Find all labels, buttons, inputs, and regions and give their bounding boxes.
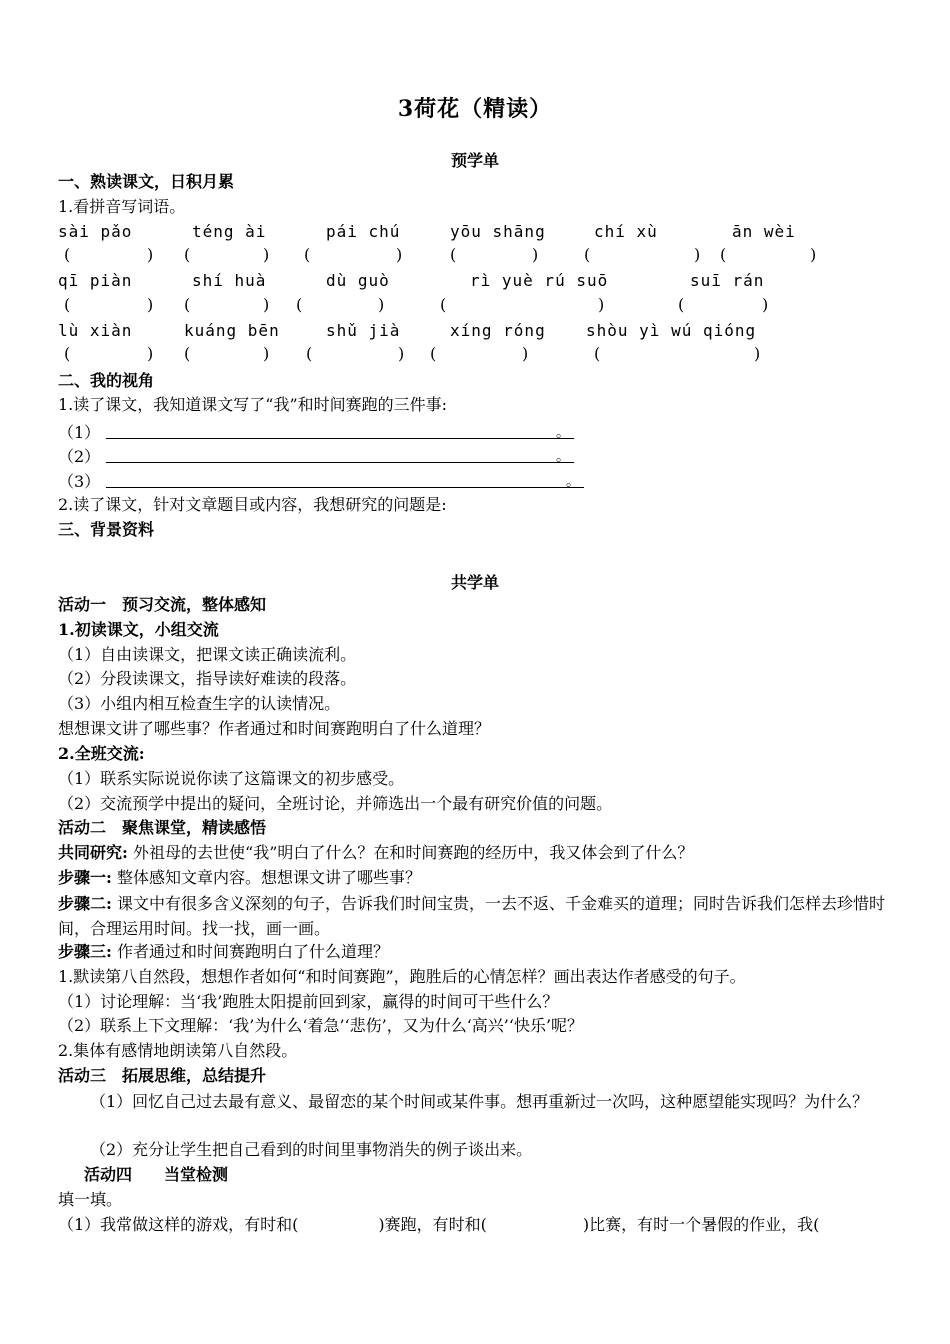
- answer-paren-close: ): [396, 245, 403, 264]
- co-sheet-heading: 共学单: [450, 573, 499, 592]
- activity-1-heading: 活动一 预习交流，整体感知: [58, 595, 267, 614]
- answer-paren-open: (: [184, 344, 191, 363]
- blank-label: （3）: [58, 472, 101, 491]
- blank-period: 。: [566, 474, 580, 490]
- step-1: [58, 868, 421, 888]
- step-3-item: （1）讨论理解：当‘我’跑胜太阳提前回到家，赢得的时间可干些什么？: [58, 992, 559, 1011]
- activity-3-heading: 活动三 拓展思维，总结提升: [58, 1066, 267, 1085]
- answer-paren-close: ): [147, 344, 154, 363]
- research-question: [58, 843, 693, 863]
- answer-paren-close: ): [147, 295, 154, 314]
- activity-1-subtitle-2: 2.全班交流:: [58, 744, 145, 763]
- pinyin-word: téng ài: [192, 222, 267, 241]
- pinyin-word: sài pǎo: [58, 222, 133, 241]
- activity-1-item: （3）小组内相互检查生字的认读情况。: [58, 694, 341, 713]
- page-title: 3荷花（精读）: [397, 96, 553, 122]
- activity-3-paragraph-1: （1）回忆自己过去最有意义、最留恋的某个时间或某件事。想再重新过一次吗，这种愿望能实现吗？为什么？: [90, 1092, 869, 1111]
- answer-paren-open: (: [430, 344, 437, 363]
- question-2: 2.读了课文，针对文章题目或内容，我想研究的问题是:: [58, 495, 447, 514]
- step-3-text: 作者通过和时间赛跑明白了什么道理？: [111, 942, 390, 961]
- answer-paren-close: ): [694, 245, 701, 264]
- activity-1-item: （2）交流预学中提出的疑问，全班讨论，并筛选出一个最有研究价值的问题。: [58, 794, 613, 813]
- fill-in-sentence: （1）我常做这样的游戏，有时和( )赛跑，有时和( )比赛，有时一个暑假的作业，我(: [58, 1215, 820, 1234]
- answer-paren-close: ): [263, 245, 270, 264]
- answer-paren-close: ): [522, 344, 529, 363]
- blank-label: （1）: [58, 423, 101, 442]
- blank-label: （2）: [58, 447, 101, 466]
- answer-line[interactable]: [106, 438, 574, 439]
- answer-paren-open: (: [64, 295, 71, 314]
- pinyin-word: lù xiàn: [58, 321, 133, 340]
- answer-paren-open: (: [678, 295, 685, 314]
- answer-paren-open: (: [184, 295, 191, 314]
- section-3-heading: 三、背景资料: [58, 520, 155, 539]
- pinyin-word: qī piàn: [58, 271, 133, 290]
- step-3-item: 2.集体有感情地朗读第八自然段。: [58, 1041, 298, 1060]
- step-2: [58, 891, 898, 941]
- answer-paren-close: ): [378, 295, 385, 314]
- pinyin-word: rì yuè rú suō: [470, 271, 609, 290]
- answer-paren-close: ): [762, 295, 769, 314]
- pinyin-word: kuáng bēn: [184, 321, 280, 340]
- answer-paren-open: (: [450, 245, 457, 264]
- fill-in-prompt: 填一填。: [58, 1190, 123, 1209]
- step-3-item: 1.默读第八自然段，想想作者如何“和时间赛跑”，跑胜后的心情怎样？画出表达作者感受的句子。: [58, 967, 746, 986]
- answer-paren-open: (: [440, 295, 447, 314]
- answer-paren-close: ): [398, 344, 405, 363]
- answer-paren-close: ): [263, 295, 270, 314]
- answer-paren-close: ): [810, 245, 817, 264]
- answer-paren-open: (: [584, 245, 591, 264]
- activity-4-heading: 活动四 当堂检测: [84, 1165, 229, 1184]
- activity-1-item: （1）自由读课文，把课文读正确读流利。: [58, 645, 357, 664]
- answer-line[interactable]: [106, 462, 574, 463]
- step-3-item: （2）联系上下文理解：‘我’为什么‘着急’‘悲伤’，又为什么‘高兴’‘快乐’呢？: [58, 1016, 584, 1035]
- answer-paren-open: (: [304, 245, 311, 264]
- answer-paren-close: ): [598, 295, 605, 314]
- blank-period: 。: [556, 425, 570, 441]
- activity-1-subtitle: 1.初读课文，小组交流: [58, 620, 219, 639]
- answer-paren-open: (: [64, 344, 71, 363]
- activity-2-heading: 活动二 聚焦课堂，精读感悟: [58, 818, 267, 837]
- pinyin-word: yōu shāng: [450, 222, 546, 241]
- answer-paren-open: (: [184, 245, 191, 264]
- research-label: 共同研究:: [58, 843, 128, 862]
- research-text: 外祖母的去世使“我”明白了什么？在和时间赛跑的经历中，我又体会到了什么？: [127, 843, 694, 862]
- pinyin-word: suī rán: [690, 271, 765, 290]
- pinyin-word: pái chú: [326, 222, 401, 241]
- answer-paren-open: (: [296, 295, 303, 314]
- answer-paren-close: ): [147, 245, 154, 264]
- section-2-heading: 二、我的视角: [58, 371, 155, 390]
- pre-sheet-heading: 预学单: [450, 151, 499, 170]
- pinyin-word: chí xù: [594, 222, 658, 241]
- answer-paren-close: ): [532, 245, 539, 264]
- pinyin-word: dù guò: [326, 271, 390, 290]
- section-1-heading: 一、熟读课文，日积月累: [58, 172, 235, 191]
- pinyin-word: shí huà: [192, 271, 267, 290]
- answer-line[interactable]: [106, 487, 584, 488]
- step-3: [58, 942, 389, 962]
- activity-3-paragraph-2: （2）充分让学生把自己看到的时间里事物消失的例子谈出来。: [90, 1140, 533, 1159]
- item-1-prompt: 1.看拼音写词语。: [58, 197, 186, 216]
- step-1-text: 整体感知文章内容。想想课文讲了哪些事？: [111, 868, 422, 887]
- answer-paren-open: (: [306, 344, 313, 363]
- activity-1-item: （1）联系实际说说你读了这篇课文的初步感受。: [58, 769, 405, 788]
- answer-paren-close: ): [754, 344, 761, 363]
- question-1: 1.读了课文，我知道课文写了“我”和时间赛跑的三件事:: [58, 395, 448, 414]
- answer-paren-open: (: [594, 344, 601, 363]
- answer-paren-open: (: [64, 245, 71, 264]
- answer-paren-close: ): [263, 344, 270, 363]
- pinyin-word: xíng róng: [450, 321, 546, 340]
- blank-period: 。: [556, 449, 570, 465]
- activity-1-item: （2）分段读课文，指导读好难读的段落。: [58, 669, 357, 688]
- pinyin-word: shǔ jià: [326, 321, 401, 340]
- step-2-label: 步骤二:: [58, 894, 112, 913]
- pinyin-word: ān wèi: [732, 222, 796, 241]
- step-1-label: 步骤一:: [58, 868, 112, 887]
- step-3-label: 步骤三:: [58, 942, 112, 961]
- pinyin-word: shòu yì wú qióng: [586, 321, 757, 340]
- activity-1-question: 想想课文讲了哪些事？作者通过和时间赛跑明白了什么道理？: [58, 719, 491, 738]
- answer-paren-open: (: [720, 245, 727, 264]
- step-2-text: 课文中有很多含义深刻的句子，告诉我们时间宝贵，一去不返、千金难买的道理；同时告诉我们怎样去珍惜时间，合理运用时间。找一找，画一画。: [58, 894, 886, 938]
